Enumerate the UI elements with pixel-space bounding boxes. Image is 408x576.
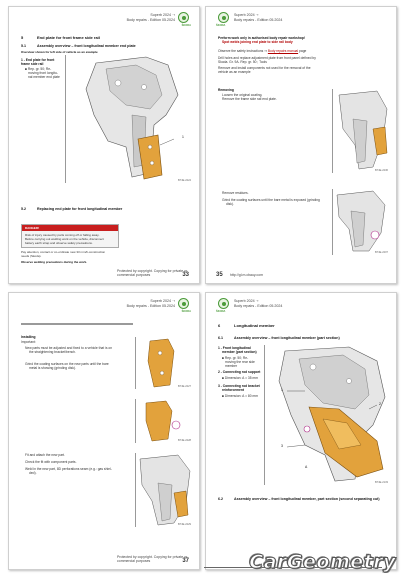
manual-link[interactable]: Body repairs manual [267,49,299,53]
install-note-1: New parts must be adjusted and fixed to a vehicle that is on [25,346,113,350]
page-footer: Protected by copyright. Copying for private or commercial purposes [117,269,188,277]
install-note-2: Grind the coating surfaces on the new parts until the bare [25,362,109,366]
page-header: Superb 2024 ➝ Body repairs - Edition 05.2024 [126,299,175,308]
removal-illustration [333,89,391,173]
subsection-title: Replacing end plate for front longitudinal member [37,207,123,211]
install-step-3: Weld in the new part, 8D perforations seam (e.g.: gas shiel- [25,467,112,471]
new-part-illustration [136,337,194,389]
figure-installing-3 [135,453,193,527]
brand-caption: ŠKODA [216,310,226,313]
figure-code: B74E-2236 [375,169,388,172]
brand-caption: ŠKODA [181,310,191,313]
removing-heading: Removing [218,88,234,92]
safety-note: Observe the safety instructions ⇒ Body repairs manual page [218,49,307,53]
document-page-longitudinal-member: ŠKODA Superb 2024 ➝ Body repairs - Edition 05.2024 6 Longitudinal member 6.1 Assembly overview – front longitudinal member (part section) 1 - Front longitudinal member (part section) ■ Rep. gr. 50; Re- moving the rear side member 2 - Connecting rod support ■ Dimension: A = 35 mm 3 - Connecting rod bracket reinforcement ■ Dimension: A = 80 mm 1 2 3 A B74E-2133 6.2 Assembly overview – front longitudinal member, part section (second separating cut) [205,292,397,570]
callout-2: 2 [379,402,381,406]
legend-item-2: 2 - Connecting rod support [218,370,261,374]
page-footer: http://gl.m.cbauy.com [230,273,264,277]
subsection-title: Assembly overview – front longitudinal member (part section) [234,336,340,340]
bullet-1: Pay attention, contact or co-ordinate new 33 mm/b-construction [21,250,106,254]
subsection-title: Assembly overview – front longitudinal member end plate [37,44,136,48]
install-step-2: Check the fit with component parts. [25,460,77,464]
subsection-number: 6.1 [218,336,223,340]
bullet-1-cont: needs (Skoda). [21,254,42,258]
legend-item-1-ref: ■ Rep. gr. 50; Re- [25,67,52,71]
figure-installing-2 [135,399,193,443]
document-page-33: Superb 2024 ➝ Body repairs - Edition 05.2024 ŠKODA 5 End plate for front frame side rail 5.1 Assembly overview – front longitudinal member end plate Overview shown for left side of vehicle as an example 1 - End plate for front frame side rail ■ Rep. gr. 50; Re- moving front longitu- nal member end plate 1 B74E-2224 5.2 Replacing end plate for front longitudinal member DANGER! Risk of injury caused by parts coming off or falling away. Before carrying out welding work on the vehicle, disconnect battery earth strap and observe safety precautions. Pay attention, contact or co-ordinate new 33 mm/b-construction needs (Skoda). Observe welding precautions during the work. Protected by copyright. Copying for private or commercial purposes 33 [8,6,200,284]
danger-title: DANGER! [22,225,118,231]
instruction-subheading: Spot welds joining end plate to side rail body [222,40,293,44]
legend-item-1: 1 - End plate for front frame side rail [21,58,55,67]
figure-longitudinal-member [264,345,390,485]
fit-illustration [136,399,194,443]
figure-removing-1 [332,89,390,173]
page-number: 33 [182,272,189,278]
figure-code: B74E-2229 [178,523,191,526]
skoda-logo-icon [218,298,229,309]
important-label: Important: [21,340,36,344]
callout-1: 1 [182,135,184,139]
skoda-logo-icon [178,298,189,309]
step-2: Remove the frame side rail end plate. [222,97,277,101]
skoda-logo-icon [178,12,189,23]
document-page-35: ŠKODA Superb 2024 ➝ Body repairs - Edition 05.2024 Perform work only in authorised body repair workshop! Spot welds joining end plate to side rail body Observe the safety instructions ⇒ Body repairs manual page Drill holes and replace adjustment plate from front panel defined by Skoda. Gr. 9A. Rep. gr. 50 ; Tools Remove and install components not used for the removal of the vehicle as an example Removing Loosen the original coating. Remove the frame side rail end plate. B74E-2236 Remove residues. Grind the coating surfaces until the bare metal is exposed (grinding disk). B74E-2207 35 http://gl.m.cbauy.com [205,6,397,284]
step-1: Loosen the original coating. [222,93,263,97]
install-step-1: Fit and attach the new part. [25,453,65,457]
document-page-37: Superb 2024 ➝ Body repairs - Edition 05.2024 ŠKODA Installing Important: New parts must be adjusted and fixed to a vehicle that is on the straightening bracket/bench. Grind the coating surfaces on the new parts until the bare metal is showing (grinding disk). B74E-2227 B74E-2228 Fit and attach the new part. Check the fit with component parts. Weld in the new part, 8D perforations seam (e.g.: gas shiel- ded). B74E-2229 Protected by copyright. Copying for private or commercial purposes 37 [8,292,200,570]
end-plate-illustration [66,55,194,183]
figure-code: B74E-2227 [178,385,191,388]
section-rule [21,323,133,325]
figure-installing-1 [135,337,193,389]
overview-note: Overview shown for left side of vehicle as an example [21,50,98,54]
section-number: 6 [218,323,221,328]
grinding-illustration [333,189,391,255]
legend-item-3: 3 - Connecting rod bracket [218,384,260,388]
instruction-heading: Perform work only in authorised body repair workshop! [218,36,306,40]
callout-3: 3 [281,444,283,448]
skoda-logo-icon [218,12,229,23]
step-3: Remove residues. [222,191,249,195]
danger-text: Risk of injury caused by parts coming off or falling away. Before carrying out welding work on the vehicle, disconnect battery earth strap and observe safety precautions. [25,233,104,245]
longitudinal-member-illustration [265,345,391,485]
page-number: 37 [182,558,189,564]
subsection-title: Assembly overview – front longitudinal member, part section (second separating cut) [234,497,380,501]
page-footer: Protected by copyright. Copying for private or commercial purposes [117,555,188,563]
subsection-number: 6.2 [218,497,223,501]
figure-end-plate [65,55,193,183]
section-title: Longitudinal member [234,323,275,328]
danger-box [21,224,119,248]
subsection-number: 5.1 [21,44,26,48]
section-title: End plate for front frame side rail [37,35,100,40]
callout-a: A [305,465,308,469]
figure-code: B74E-2133 [375,481,388,484]
figure-removing-2 [332,189,390,255]
page-number: 35 [216,272,223,278]
watermark-logo: CarGeometry [249,551,396,573]
subsection-number: 5.2 [21,207,26,211]
figure-code: B74E-2224 [178,179,191,182]
legend-item-1: 1 - Front longitudinal [218,346,251,350]
figure-code: B74E-2207 [375,251,388,254]
installing-heading: Installing [21,335,36,339]
page-header: Superb 2024 ➝ Body repairs - Edition 05.2024 [126,13,175,22]
section-number: 5 [21,35,24,40]
page-header: Superb 2024 ➝ Body repairs - Edition 05.2024 [234,13,283,22]
brand-caption: ŠKODA [216,24,226,27]
callout-1: 1 [281,388,283,392]
welding-illustration [136,453,194,527]
brand-caption: ŠKODA [181,24,191,27]
bullet-2: Observe welding precautions during the work. [21,260,88,264]
step-4: Grind the coating surfaces until the bare metal is exposed (grinding [222,198,320,202]
figure-code: B74E-2228 [178,439,191,442]
page-header: Superb 2024 ➝ Body repairs - Edition 05.2024 [234,299,283,308]
